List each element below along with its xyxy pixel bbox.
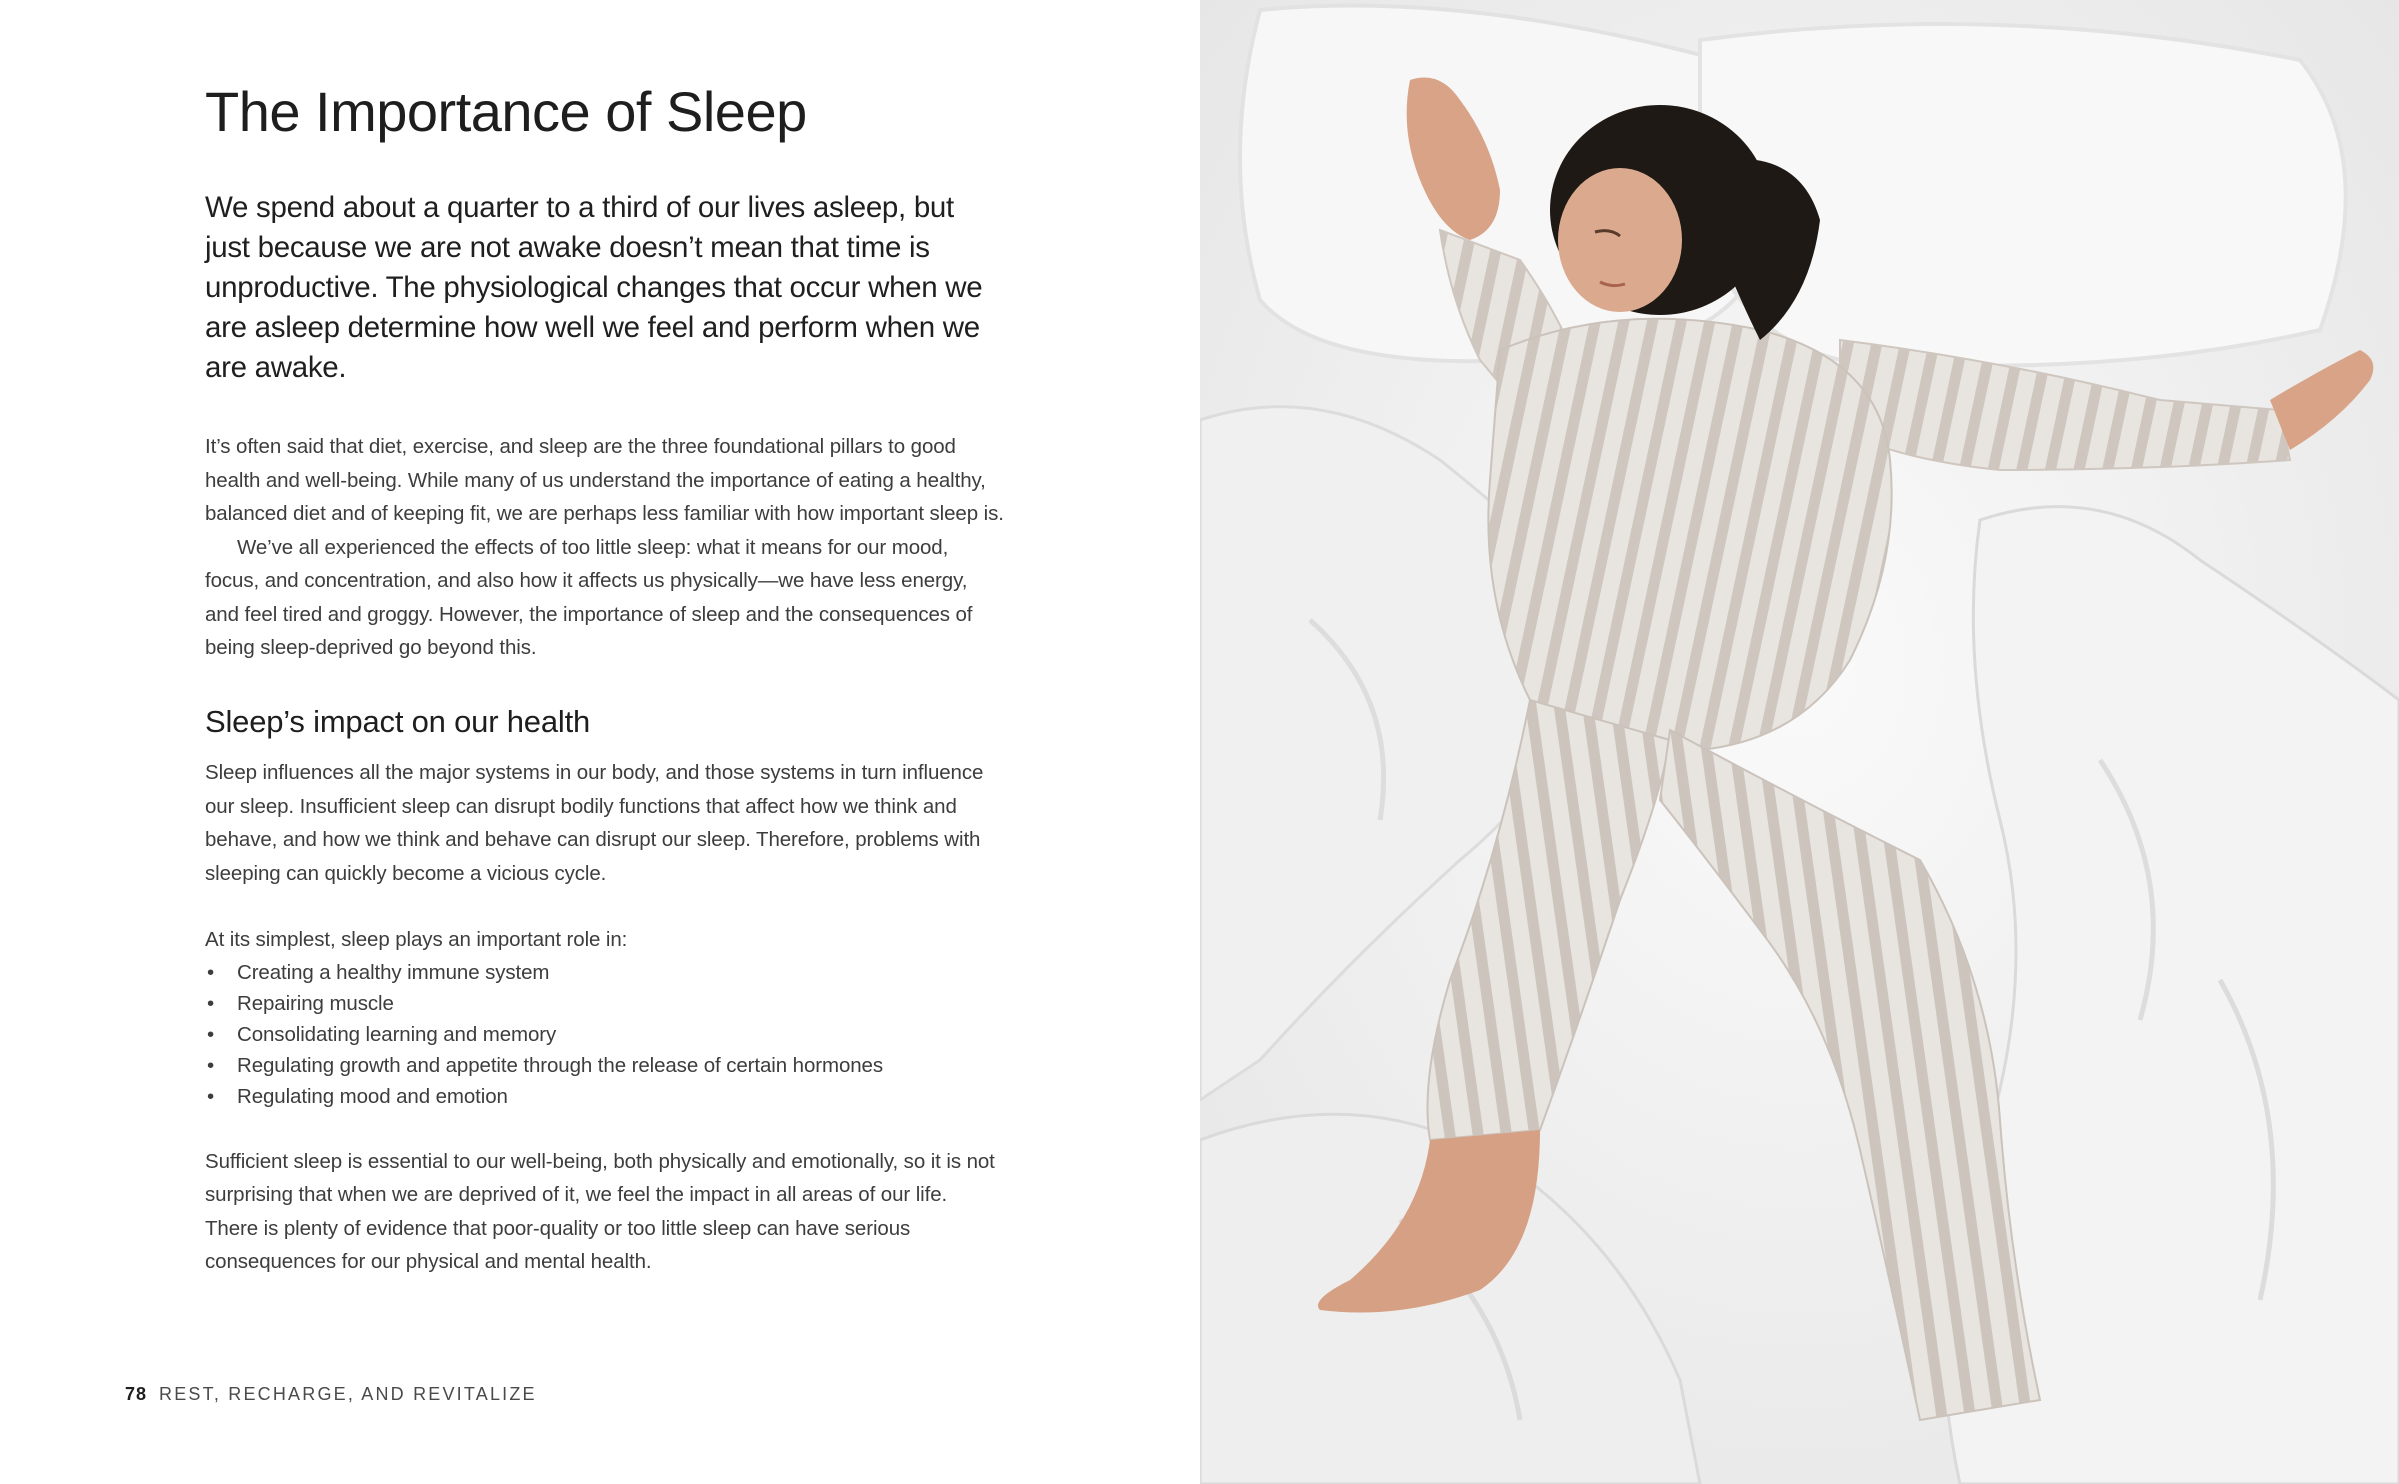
- page-number: 78: [125, 1384, 148, 1404]
- running-head: REST, RECHARGE, AND REVITALIZE: [159, 1384, 537, 1404]
- page-footer: [125, 1384, 537, 1405]
- lede-paragraph: We spend about a quarter to a third of our lives asleep, but just because we are not awake doesn’t mean that time is unproductive. The physiological changes that occur when we are asleep determine how well we feel and perform when we are awake.: [205, 191, 983, 385]
- list-item-text: Regulating mood and emotion: [237, 1084, 508, 1108]
- face: [1558, 168, 1682, 312]
- list-item-text: Repairing muscle: [237, 991, 394, 1015]
- list-item: [205, 957, 1005, 988]
- bullet-icon: •: [207, 1053, 215, 1077]
- closing-paragraph: Sufficient sleep is essential to our well-being, both physically and emotionally, so it is not surprising that when we are deprived of it, we feel the impact in all areas of our life. There is plenty of evidence that poor-quality or too little sleep can have serious consequences for our physical and mental health.: [205, 1149, 995, 1274]
- list-intro: At its simplest, sleep plays an important role in:: [205, 928, 628, 952]
- torso: [1488, 319, 1891, 752]
- section-heading: Sleep’s impact on our health: [205, 703, 591, 739]
- page-title: The Importance of Sleep: [205, 80, 807, 143]
- body-paragraph-1: It’s often said that diet, exercise, and sleep are the three foundational pillars to good health and well-being. While many of us understand the importance of eating a healthy, balanced diet and of keeping fit, we are perhaps less familiar with how important sleep is.: [205, 435, 1004, 526]
- spacer: [205, 1112, 1005, 1145]
- sleeping-woman-photo: [1200, 0, 2399, 1484]
- list-item-text: Consolidating learning and memory: [237, 1022, 557, 1046]
- list-item-text: Regulating growth and appetite through the release of certain hormones: [237, 1053, 884, 1077]
- bullet-list: [205, 957, 1005, 1112]
- body-paragraph-2: We’ve all experienced the effects of too little sleep: what it means for our mood, focus, and concentration, and also how it affects us physically—we have less energy, and feel tired and groggy. However, the importance of sleep and the consequences of being sleep-deprived go beyond this.: [205, 535, 973, 660]
- list-item: [205, 1019, 1005, 1050]
- bullet-icon: •: [207, 1022, 215, 1046]
- bullet-icon: •: [207, 991, 215, 1015]
- list-item: [205, 988, 1005, 1019]
- bullet-icon: •: [207, 960, 215, 984]
- list-item-text: Creating a healthy immune system: [237, 960, 550, 984]
- list-item: [205, 1081, 1005, 1112]
- bullet-icon: •: [207, 1084, 215, 1108]
- spacer: [205, 890, 1005, 923]
- list-item: [205, 1050, 1005, 1081]
- page-content: [205, 80, 1005, 1279]
- section-paragraph: Sleep influences all the major systems in our body, and those systems in turn influence our sleep. Insufficient sleep can disrupt bodily functions that affect how we think and behave, and how we think and behave can disrupt our sleep. Therefore, problems with sleeping can quickly become a vicious cycle.: [205, 761, 984, 885]
- right-page: [1200, 0, 2399, 1484]
